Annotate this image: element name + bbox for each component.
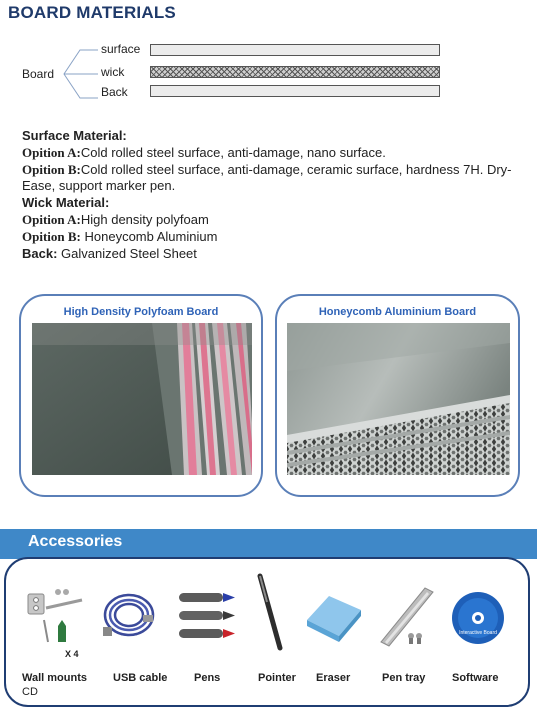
honeycomb-board-title: Honeycomb Aluminium Board bbox=[318, 306, 477, 318]
surface-option-b-text: Cold rolled steel surface, anti-damage, ceramic surface, hardness 7H. Dry-Ease, support marker pen. bbox=[22, 161, 512, 194]
wall-mount-icon bbox=[24, 586, 86, 648]
surface-option-a-label: Opition A: bbox=[22, 144, 81, 160]
pens-icon bbox=[177, 589, 239, 645]
wick-option-b-label: Opition B: bbox=[22, 228, 81, 244]
surface-option-a-text: Cold rolled steel surface, anti-damage, nano surface. bbox=[80, 144, 386, 160]
accessory-label-eraser: Eraser bbox=[316, 672, 351, 684]
wick-option-b bbox=[22, 229, 522, 246]
board-layer-diagram bbox=[0, 36, 537, 116]
back-layer-label: Back bbox=[101, 85, 128, 99]
surface-layer-bar bbox=[150, 44, 440, 56]
accessories-header-band bbox=[0, 529, 537, 559]
accessory-label-pens: Pens bbox=[194, 672, 221, 684]
wick-layer-bar bbox=[150, 66, 440, 78]
wick-layer-label: wick bbox=[101, 65, 125, 79]
accessory-label-usb-cable: USB cable bbox=[113, 672, 168, 684]
back-layer-bar bbox=[150, 85, 440, 97]
accessory-label-cd: CD bbox=[22, 686, 38, 698]
surface-option-a bbox=[22, 145, 522, 162]
usb-cable-icon bbox=[99, 585, 161, 645]
accessory-label-pen-tray: Pen tray bbox=[382, 672, 426, 684]
polyfoam-board-title: High Density Polyfoam Board bbox=[63, 306, 219, 318]
pen-tray-icon bbox=[375, 580, 437, 650]
page-title: BOARD MATERIALS bbox=[8, 3, 176, 22]
honeycomb-board-photo bbox=[287, 323, 510, 475]
wick-option-a-label: Opition A: bbox=[22, 211, 81, 227]
surface-material-heading: Surface Material: bbox=[22, 128, 127, 143]
wick-option-b-text: Honeycomb Aluminium bbox=[80, 228, 218, 244]
wick-option-a-text: High density polyfoam bbox=[80, 211, 209, 227]
eraser-icon bbox=[303, 590, 365, 646]
board-label: Board bbox=[22, 67, 55, 81]
accessories-heading: Accessories bbox=[28, 533, 123, 550]
surface-layer-label: surface bbox=[101, 42, 141, 56]
pointer-icon bbox=[250, 572, 290, 652]
back-material-label: Back: bbox=[22, 245, 58, 261]
cd-title-text: Interactive Board bbox=[459, 630, 497, 636]
materials-description bbox=[22, 128, 522, 262]
wick-material-heading: Wick Material: bbox=[22, 195, 110, 211]
back-material bbox=[22, 246, 522, 263]
software-cd-icon bbox=[448, 589, 510, 649]
polyfoam-board-panel bbox=[19, 294, 263, 497]
accessory-label-pointer: Pointer bbox=[258, 672, 296, 684]
polyfoam-board-photo bbox=[32, 323, 252, 475]
honeycomb-board-panel bbox=[275, 294, 520, 497]
surface-option-b-label: Opition B: bbox=[22, 161, 81, 177]
wick-option-a bbox=[22, 212, 522, 229]
surface-option-b bbox=[22, 162, 522, 196]
wall-mount-quantity: X 4 bbox=[65, 649, 79, 659]
back-material-text: Galvanized Steel Sheet bbox=[57, 245, 197, 261]
accessory-label-software: Software bbox=[452, 672, 499, 684]
accessory-label-wall-mounts: Wall mounts bbox=[22, 672, 87, 684]
